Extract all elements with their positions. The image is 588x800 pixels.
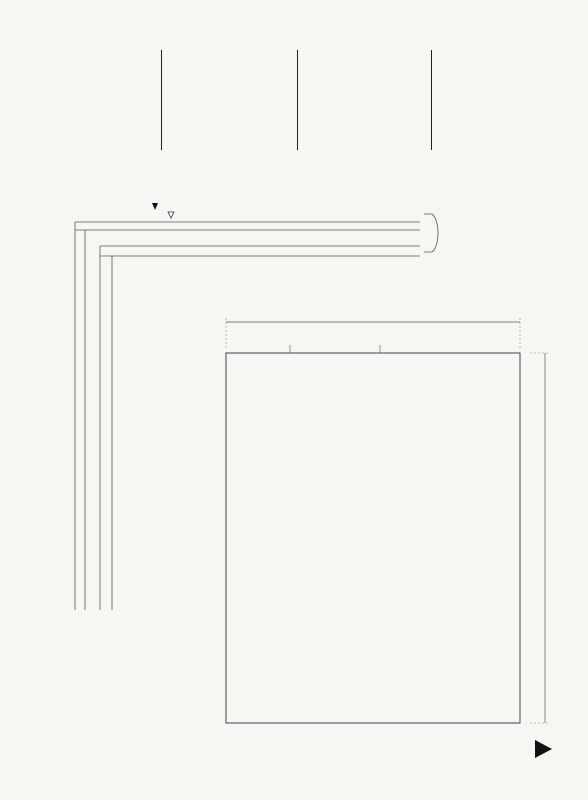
- black-wedge-icon: [152, 203, 158, 210]
- curtain-overview: [226, 318, 550, 723]
- band-4-label: [446, 726, 516, 734]
- detail-diagram: [75, 214, 438, 610]
- next-page-arrow-icon[interactable]: [535, 740, 552, 758]
- band-2-label: [298, 726, 368, 734]
- white-wedge-icon: [168, 212, 174, 218]
- band-1-label: [228, 726, 298, 734]
- band-3-label: [372, 726, 442, 734]
